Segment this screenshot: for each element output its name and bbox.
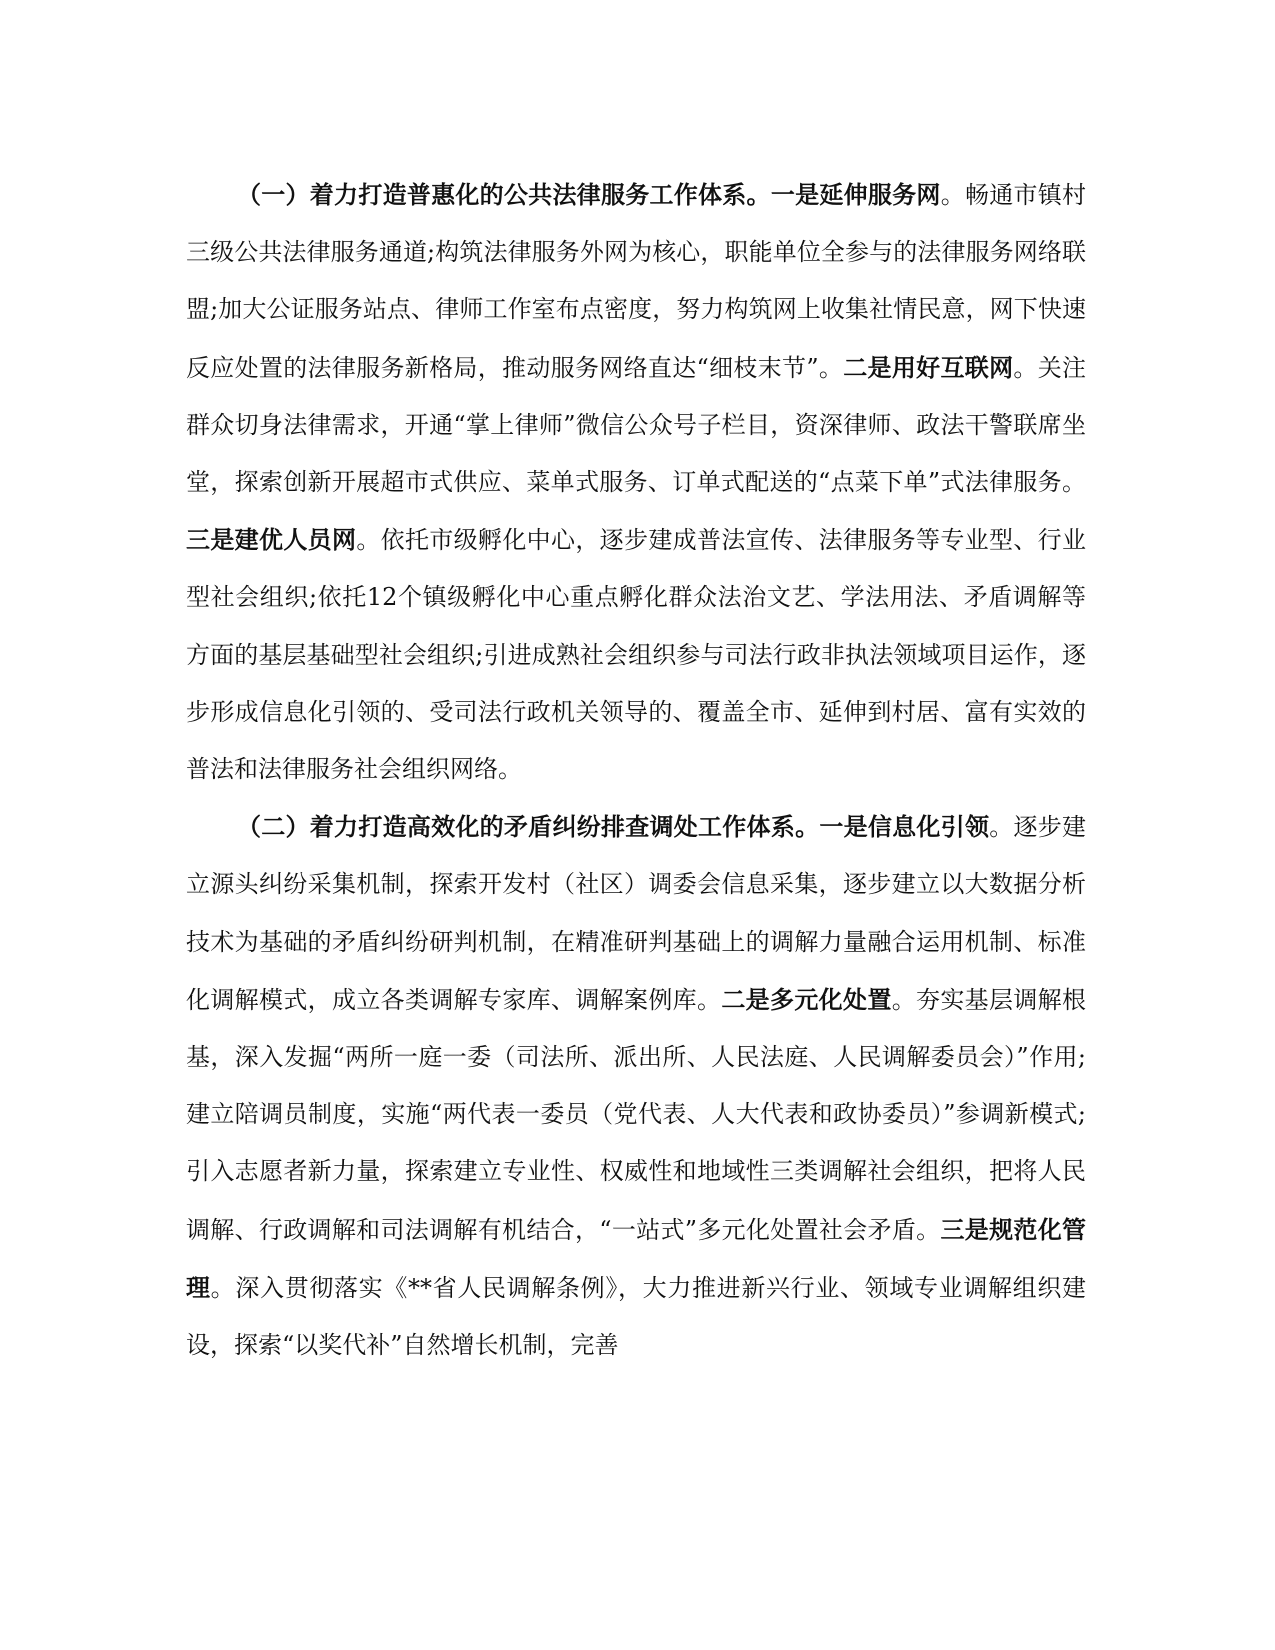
- body-text: 。夯实基层调解根基，深入发掘“两所一庭一委（司法所、派出所、人民法庭、人民调解委员会）”作用;建立陪调员制度，实施“两代表一委员（党代表、人大代表和政协委员）”参调新模式;引入志愿者新力量，探索建立专业性、权威性和地域性三类调解社会组织，把将人民调解、行政调解和司法调解有机结合，“一站式”多元化处置社会矛盾。: [186, 985, 1087, 1244]
- body-text: 。关注群众切身法律需求，开通“掌上律师”微信公众号子栏目，资深律师、政法干警联席坐堂，探索创新开展超市式供应、菜单式服务、订单式配送的“点菜下单”式法律服务。: [186, 353, 1087, 497]
- document-body: [186, 166, 1086, 1374]
- body-text: 。畅通市镇村三级公共法律服务通道;构筑法律服务外网为核心，职能单位全参与的法律服务网络联盟;加大公证服务站点、律师工作室布点密度，努力构筑网上收集社情民意，网下快速反应处置的法律服务新格局，推动服务网络直达“细枝末节”。: [186, 181, 1087, 382]
- point-extend-service-network: 一是延伸服务网: [770, 180, 941, 209]
- body-text: 。深入贯彻落实《**省人民调解条例》，大力推进新兴行业、领域专业调解组织建设，探索“以奖代补”自然增长机制，完善: [186, 1273, 1087, 1360]
- point-use-internet: 二是用好互联网: [843, 352, 1014, 382]
- point-build-personnel-network: 三是建优人员网: [186, 525, 357, 555]
- heading-dispute-resolution-system: （二）着力打造高效化的矛盾纠纷排查调处工作体系。: [237, 812, 820, 842]
- paragraph-2: [186, 798, 1086, 1374]
- point-standardized-management: 三是规范化管理: [186, 1214, 1087, 1302]
- heading-public-legal-service-system: （一）着力打造普惠化的公共法律服务工作体系。: [237, 180, 771, 209]
- paragraph-1: [186, 166, 1086, 798]
- body-text: 。逐步建立源头纠纷采集机制，探索开发村（社区）调委会信息采集，逐步建立以大数据分析技术为基础的矛盾纠纷研判机制，在精准研判基础上的调解力量融合运用机制、标准化调解模式，成立各类调解专家库、调解案例库。: [186, 813, 1087, 1014]
- point-informatization-lead: 一是信息化引领: [819, 812, 990, 842]
- point-diversified-handling: 二是多元化处置: [721, 984, 892, 1014]
- body-text: 。依托市级孵化中心，逐步建成普法宣传、法律服务等专业型、行业型社会组织;依托12个镇级孵化中心重点孵化群众法治文艺、学法用法、矛盾调解等方面的基层基础型社会组织;引进成熟社会组织参与司法行政非执法领域项目运作，逐步形成信息化引领的、受司法行政机关领导的、覆盖全市、延伸到村居、富有实效的普法和法律服务社会组织网络。: [186, 526, 1087, 784]
